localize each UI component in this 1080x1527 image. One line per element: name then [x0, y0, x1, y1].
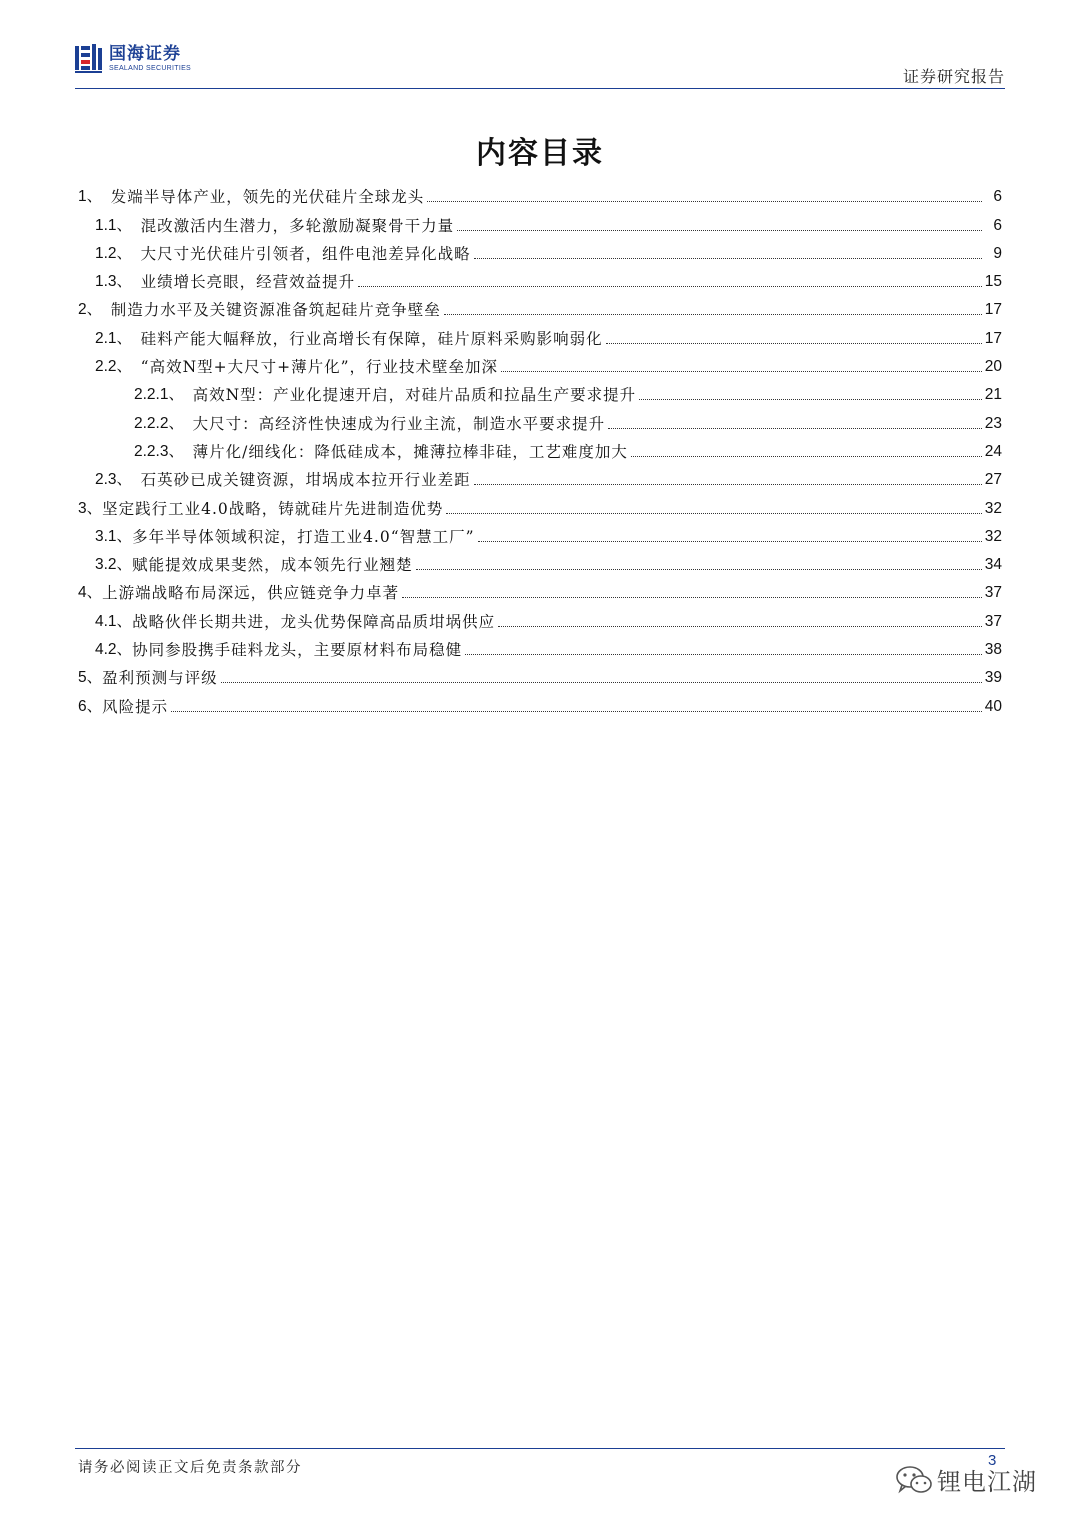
toc-entry-title: 赋能提效成果斐然，成本领先行业翘楚	[132, 556, 413, 575]
toc-entry-number: 2.1、	[95, 329, 141, 347]
toc-entry-title: 多年半导体领域积淀，打造工业4.0“智慧工厂”	[132, 527, 475, 546]
toc-entry-number: 4.2、	[95, 641, 133, 659]
page-header	[75, 40, 1005, 90]
toc-entry-page: 27	[984, 471, 1002, 489]
toc-entry-page: 17	[984, 301, 1002, 319]
toc-entry[interactable]	[75, 632, 1002, 660]
toc-entry-page: 20	[984, 358, 1002, 376]
header-divider	[75, 88, 1005, 89]
toc-entry[interactable]	[75, 603, 1002, 631]
sealand-logo-icon	[75, 44, 103, 74]
toc-entry-number: 2.3、	[95, 471, 141, 489]
toc-entry-number: 2、	[78, 301, 111, 319]
toc-entry-page: 9	[993, 244, 1002, 262]
toc-dot-leader	[501, 370, 982, 372]
toc-entry-page: 37	[984, 612, 1002, 630]
toc-entry-title: 大尺寸：高经济性快速成为行业主流，制造水平要求提升	[192, 414, 606, 433]
toc-entry-title: 协同参股携手硅料龙头，主要原材料布局稳健	[132, 641, 463, 660]
toc-entry-number: 1.1、	[95, 216, 141, 234]
toc-dot-leader	[474, 257, 982, 259]
toc-entry[interactable]	[75, 462, 1002, 490]
toc-entry-title: 石英砂已成关键资源，坩埚成本拉开行业差距	[140, 471, 471, 490]
toc-entry-title: “高效N型+大尺寸+薄片化”，行业技术壁垒加深	[140, 358, 499, 377]
toc-entry[interactable]	[75, 660, 1002, 688]
toc-dot-leader	[457, 229, 982, 231]
toc-entry-title: 大尺寸光伏硅片引领者，组件电池差异化战略	[140, 244, 471, 263]
report-type-label: 证券研究报告	[902, 67, 1005, 86]
toc-entry[interactable]	[75, 349, 1002, 377]
toc-dot-leader	[474, 483, 982, 485]
toc-entry-page: 32	[984, 527, 1002, 545]
toc-dot-leader	[498, 625, 982, 627]
toc-entry[interactable]	[75, 519, 1002, 547]
toc-entry[interactable]	[75, 320, 1002, 348]
toc-entry[interactable]	[75, 490, 1002, 518]
toc-entry[interactable]	[75, 292, 1002, 320]
toc-entry-page: 32	[984, 499, 1002, 517]
toc-dot-leader	[478, 540, 982, 542]
toc-entry-number: 3.2、	[95, 556, 133, 574]
toc-entry-number: 1、	[78, 188, 111, 206]
toc-entry-title: 混改激活内生潜力，多轮激励凝聚骨干力量	[140, 216, 455, 235]
logo-chinese-name: 国海证券	[109, 44, 181, 64]
toc-entry-number: 2.2.1、	[134, 386, 193, 404]
toc-entry-page: 23	[984, 414, 1002, 432]
footer-divider	[75, 1448, 1005, 1449]
toc-entry-page: 15	[984, 273, 1002, 291]
page-title: 内容目录	[476, 136, 604, 171]
toc-dot-leader	[402, 596, 982, 598]
toc-dot-leader	[221, 681, 982, 683]
toc-entry-title: 薄片化/细线化：降低硅成本，摊薄拉棒非硅，工艺难度加大	[192, 442, 628, 461]
toc-dot-leader	[416, 568, 982, 570]
toc-entry-page: 34	[984, 556, 1002, 574]
toc-dot-leader	[446, 512, 982, 514]
toc-dot-leader	[608, 427, 982, 429]
toc-entry-title: 业绩增长亮眼，经营效益提升	[140, 273, 356, 292]
toc-entry-title: 风险提示	[102, 697, 169, 716]
toc-entry-title: 发端半导体产业，领先的光伏硅片全球龙头	[110, 188, 425, 207]
toc-entry-number: 5、	[78, 669, 103, 687]
toc-entry-page: 24	[984, 442, 1002, 460]
toc-entry-number: 4、	[78, 584, 103, 602]
toc-entry-number: 4.1、	[95, 612, 133, 630]
toc-entry-number: 2.2.3、	[134, 442, 193, 460]
toc-entry-page: 21	[984, 386, 1002, 404]
toc-dot-leader	[606, 342, 982, 344]
wechat-icon	[895, 1465, 933, 1495]
toc-entry-title: 制造力水平及关键资源准备筑起硅片竞争壁垒	[110, 301, 441, 320]
toc-dot-leader	[631, 455, 982, 457]
toc-dot-leader	[639, 398, 982, 400]
table-of-contents	[75, 179, 1002, 717]
toc-entry-page: 17	[984, 329, 1002, 347]
toc-dot-leader	[465, 653, 982, 655]
toc-entry[interactable]	[75, 377, 1002, 405]
company-logo	[75, 44, 191, 74]
toc-dot-leader	[444, 313, 982, 315]
toc-entry-number: 1.3、	[95, 273, 141, 291]
toc-entry-title: 坚定践行工业4.0战略，铸就硅片先进制造优势	[102, 499, 444, 518]
toc-entry-number: 1.2、	[95, 244, 141, 262]
toc-entry-page: 6	[993, 216, 1002, 234]
toc-entry-title: 盈利预测与评级	[102, 669, 218, 688]
toc-entry[interactable]	[75, 179, 1002, 207]
toc-entry[interactable]	[75, 264, 1002, 292]
page-number: 3	[988, 1452, 997, 1469]
toc-entry[interactable]	[75, 405, 1002, 433]
toc-entry-number: 3.1、	[95, 527, 133, 545]
toc-entry[interactable]	[75, 575, 1002, 603]
toc-dot-leader	[171, 710, 982, 712]
toc-entry-title: 硅料产能大幅释放，行业高增长有保障，硅片原料采购影响弱化	[140, 329, 603, 348]
toc-entry-page: 40	[984, 697, 1002, 715]
toc-entry[interactable]	[75, 207, 1002, 235]
toc-entry[interactable]	[75, 236, 1002, 264]
toc-entry[interactable]	[75, 434, 1002, 462]
toc-entry-number: 3、	[78, 499, 103, 517]
toc-entry-number: 2.2.2、	[134, 414, 193, 432]
toc-entry-page: 39	[984, 669, 1002, 687]
watermark-text: 锂电江湖	[937, 1468, 1037, 1496]
toc-entry-title: 高效N型：产业化提速开启，对硅片品质和拉晶生产要求提升	[192, 386, 637, 405]
toc-entry-page: 37	[984, 584, 1002, 602]
toc-dot-leader	[427, 200, 982, 202]
toc-entry-number: 2.2、	[95, 358, 141, 376]
toc-entry-title: 战略伙伴长期共进，龙头优势保障高品质坩埚供应	[132, 612, 496, 631]
toc-entry-page: 38	[984, 641, 1002, 659]
footer-disclaimer: 请务必阅读正文后免责条款部分	[78, 1460, 302, 1476]
toc-entry-page: 6	[993, 188, 1002, 206]
toc-dot-leader	[358, 285, 982, 287]
wechat-watermark	[895, 1462, 1037, 1497]
logo-english-name: SEALAND SECURITIES	[109, 65, 192, 72]
toc-entry[interactable]	[75, 688, 1002, 716]
toc-entry-title: 上游端战略布局深远，供应链竞争力卓著	[102, 584, 400, 603]
toc-entry[interactable]	[75, 547, 1002, 575]
toc-entry-number: 6、	[78, 697, 103, 715]
